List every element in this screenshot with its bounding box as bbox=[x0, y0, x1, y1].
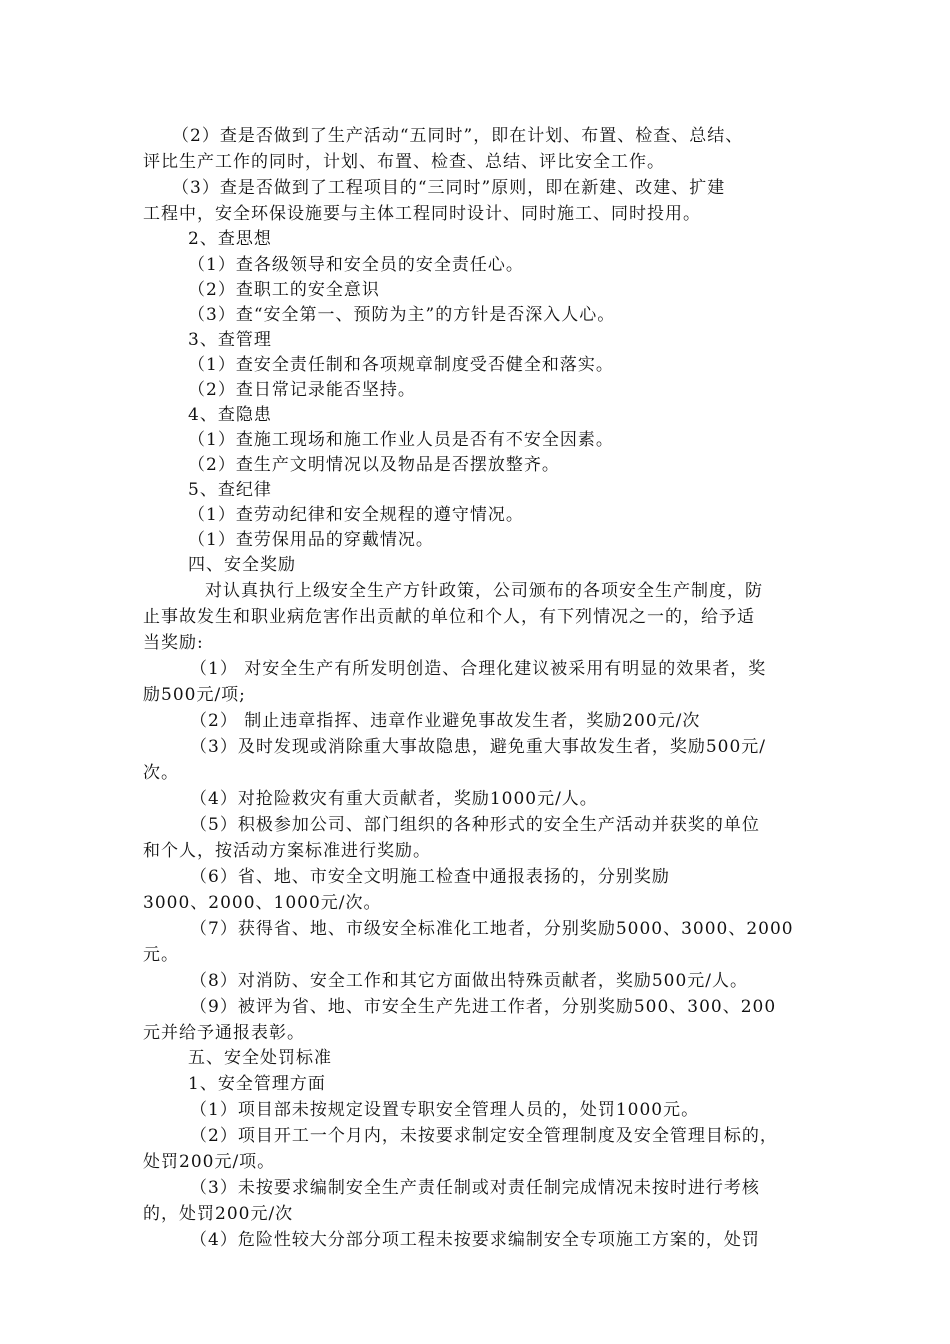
text-line: （5）积极参加公司、部门组织的各种形式的安全生产活动并获奖的单位 bbox=[190, 815, 760, 835]
text-line: （4）危险性较大分部分项工程未按要求编制安全专项施工方案的，处罚 bbox=[190, 1230, 760, 1250]
text-line: 2、查思想 bbox=[188, 229, 272, 249]
text-line: （1）查劳保用品的穿戴情况。 bbox=[188, 530, 434, 550]
text-line: 次。 bbox=[143, 763, 179, 783]
text-line: （3）及时发现或消除重大事故隐患，避免重大事故发生者，奖励500元/ bbox=[190, 737, 766, 757]
text-line: 励500元/项; bbox=[143, 685, 246, 705]
text-line: （6）省、地、市安全文明施工检查中通报表扬的，分别奖励 bbox=[190, 867, 670, 887]
text-line: （8）对消防、安全工作和其它方面做出特殊贡献者，奖励500元/人。 bbox=[190, 971, 748, 991]
text-line: 当奖励: bbox=[143, 633, 204, 653]
text-line: 工程中，安全环保设施要与主体工程同时设计、同时施工、同时投用。 bbox=[143, 204, 701, 224]
text-line: （2）查是否做到了生产活动“五同时”，即在计划、布置、检查、总结、 bbox=[172, 126, 744, 146]
text-line: （7）获得省、地、市级安全标准化工地者，分别奖励5000、3000、2000 bbox=[190, 919, 794, 939]
text-line: （3）查“安全第一、预防为主”的方针是否深入人心。 bbox=[188, 305, 616, 325]
text-line: （1）查劳动纪律和安全规程的遵守情况。 bbox=[188, 505, 524, 525]
text-line: 3000、2000、1000元/次。 bbox=[143, 893, 382, 913]
text-line: 和个人，按活动方案标准进行奖励。 bbox=[143, 841, 431, 861]
text-line: （4）对抢险救灾有重大贡献者，奖励1000元/人。 bbox=[190, 789, 598, 809]
section-heading: 五、安全处罚标准 bbox=[188, 1048, 332, 1068]
text-line: 4、查隐患 bbox=[188, 405, 272, 425]
text-line: 评比生产工作的同时，计划、布置、检查、总结、评比安全工作。 bbox=[143, 152, 665, 172]
text-line: 元并给予通报表彰。 bbox=[143, 1023, 305, 1043]
text-line: （1）查施工现场和施工作业人员是否有不安全因素。 bbox=[188, 430, 614, 450]
text-line: （2） 制止违章指挥、违章作业避免事故发生者，奖励200元/次 bbox=[190, 711, 701, 731]
section-heading: 四、安全奖励 bbox=[188, 555, 296, 575]
text-line: 对认真执行上级安全生产方针政策，公司颁布的各项安全生产制度，防 bbox=[205, 581, 763, 601]
text-line: 止事故发生和职业病危害作出贡献的单位和个人，有下列情况之一的，给予适 bbox=[143, 607, 755, 627]
text-line: 5、查纪律 bbox=[188, 480, 272, 500]
text-line: 处罚200元/项。 bbox=[143, 1152, 276, 1172]
text-line: （2）查生产文明情况以及物品是否摆放整齐。 bbox=[188, 455, 560, 475]
text-line: 元。 bbox=[143, 945, 179, 965]
text-line: 1、安全管理方面 bbox=[188, 1074, 326, 1094]
text-line: （3）查是否做到了工程项目的“三同时”原则，即在新建、改建、扩建 bbox=[172, 178, 726, 198]
text-line: （1）项目部未按规定设置专职安全管理人员的，处罚1000元。 bbox=[190, 1100, 700, 1120]
text-line: （2）查职工的安全意识 bbox=[188, 280, 380, 300]
text-line: 3、查管理 bbox=[188, 330, 272, 350]
text-line: （1）查各级领导和安全员的安全责任心。 bbox=[188, 255, 524, 275]
text-line: （3）未按要求编制安全生产责任制或对责任制完成情况未按时进行考核 bbox=[190, 1178, 760, 1198]
text-line: （9）被评为省、地、市安全生产先进工作者，分别奖励500、300、200 bbox=[190, 997, 777, 1017]
text-line: （1） 对安全生产有所发明创造、合理化建议被采用有明显的效果者，奖 bbox=[190, 659, 767, 679]
text-line: （2）项目开工一个月内，未按要求制定安全管理制度及安全管理目标的， bbox=[190, 1126, 778, 1146]
text-line: （1）查安全责任制和各项规章制度受否健全和落实。 bbox=[188, 355, 614, 375]
text-line: （2）查日常记录能否坚持。 bbox=[188, 380, 416, 400]
text-line: 的，处罚200元/次 bbox=[143, 1204, 294, 1224]
